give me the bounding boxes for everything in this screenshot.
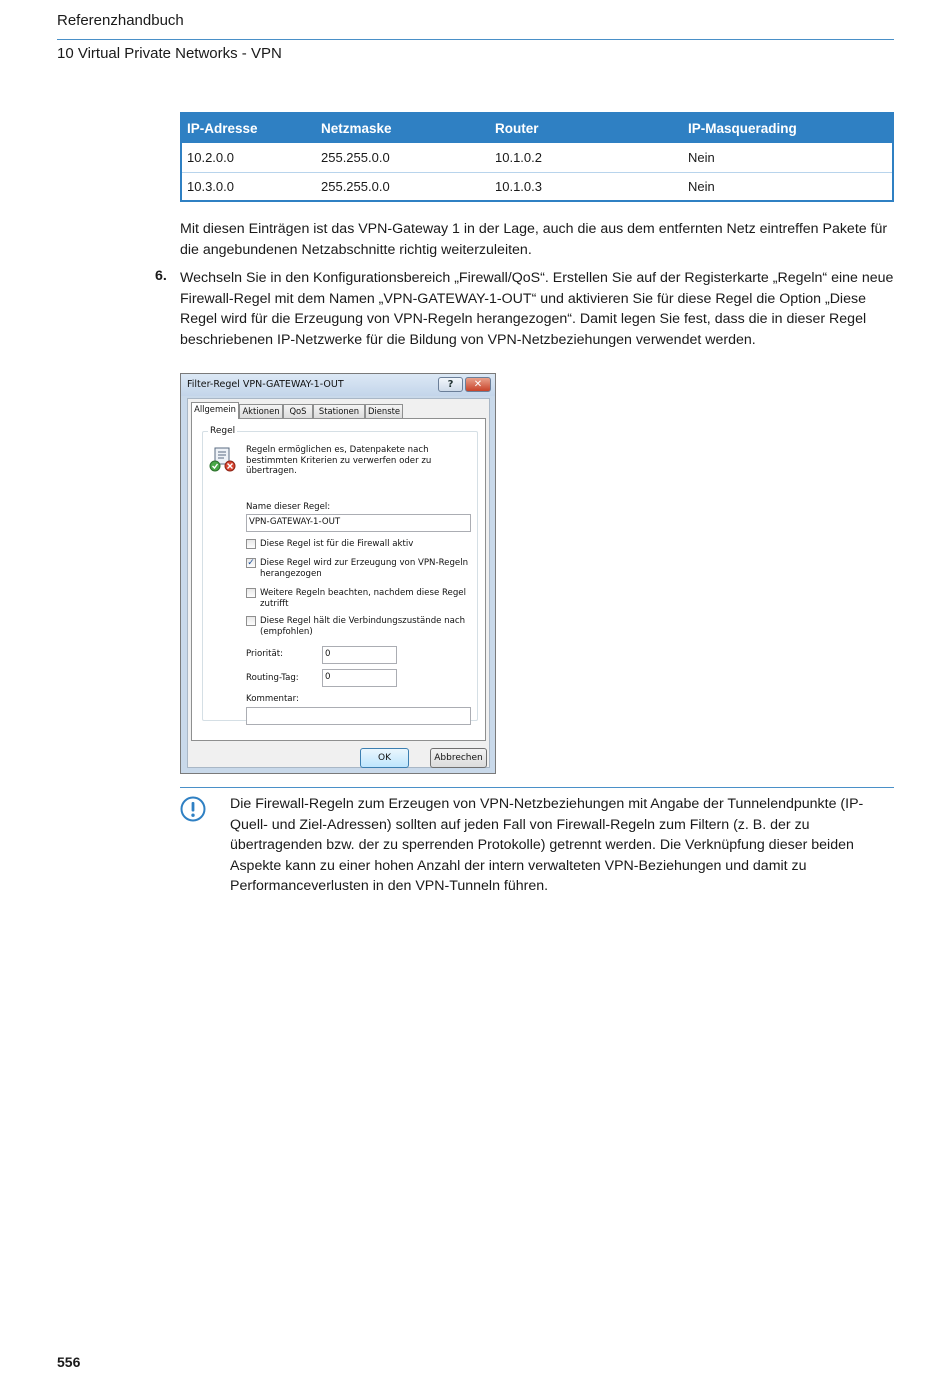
dialog-client-area [187,398,490,768]
checkbox-further-rules[interactable] [246,588,256,598]
step-text: Wechseln Sie in den Konfigurationsbereich „Firewall/QoS“. Erstellen Sie auf der Registerkarte „Regeln“ eine neue Firewall-Regel mit dem Namen „VPN-GATEWAY-1-OUT“ und aktivieren Sie für diese Regel die Option „Diese Regel wird für die Erzeugung von VPN-Regeln herangezogen“. Damit legen Sie fest, dass die in dieser Regel beschriebenen IP-Netzwerke für die Bildung von VPN-Netzbeziehungen verwendet werden. [180,270,894,348]
routing-tag-label: Routing-Tag: [246,673,299,683]
dialog-title: Filter-Regel VPN-GATEWAY-1-OUT [187,379,344,390]
tab-allgemein[interactable]: Allgemein [191,402,239,419]
rule-description: Regeln ermöglichen es, Datenpakete nach bestimmten Kriterien zu verwerfen oder zu übertragen. [246,445,432,476]
help-button[interactable]: ? [438,377,463,392]
table-row [181,172,893,201]
page-number: 556 [57,1354,81,1370]
column-header-router: Router [490,113,683,143]
checkbox-vpn-rules[interactable]: ✓ [247,558,255,568]
tab-panel-allgemein [191,418,486,741]
header-divider [57,39,894,40]
step-number: 6. [155,268,167,284]
filter-rule-dialog [180,373,496,774]
column-header-ip-address: IP-Adresse [181,113,316,143]
groupbox-label: Regel [210,426,236,436]
table-cell: 255.255.0.0 [316,172,490,201]
ok-button[interactable]: OK [360,748,409,768]
priority-field[interactable]: 0 [322,646,397,664]
running-header-chapter: 10 Virtual Private Networks - VPN [57,45,282,62]
table-row [181,143,893,172]
comment-field[interactable] [246,707,471,725]
table-cell: 255.255.0.0 [321,149,390,165]
table-cell: 10.3.0.0 [181,172,316,201]
table-cell: 10.1.0.2 [495,149,542,165]
body-paragraph: Mit diesen Einträgen ist das VPN-Gateway 1 in der Lage, auch die aus dem entfernten Netz eintreffen Pakete für die angebundenen Netzabschnitte richtig weiterzuleiten. [180,221,888,258]
table-cell: 10.1.0.3 [490,172,683,201]
checkbox-label: Diese Regel hält die Verbindungszustände nach (empfohlen) [260,616,466,637]
comment-label: Kommentar: [246,694,299,704]
priority-label: Priorität: [246,649,284,659]
checkbox-firewall-active[interactable] [246,539,256,549]
note-text: Die Firewall-Regeln zum Erzeugen von VPN-Netzbeziehungen mit Angabe der Tunnelendpunkte (IP-Quell- und Ziel-Adressen) sollten auf jeden Fall von Firewall-Regeln zum Filtern (z. B. der zu übertragenden bzw. der zu sperrenden Protokolle) getrennt werden. Die Verknüpfung dieser beiden Aspekte kann zu einer hohen Anzahl der intern verwalteten VPN-Beziehungen und damit zu Performanceverlusten in den VPN-Tunneln führen. [230,796,864,895]
tab-aktionen[interactable]: Aktionen [239,404,283,418]
info-exclamation-icon [180,796,206,822]
checkbox-label: Diese Regel wird zur Erzeugung von VPN-Regeln herangezogen [260,558,469,579]
route-table [180,112,894,202]
checkbox-label: Diese Regel ist für die Firewall aktiv [260,539,414,549]
table-cell: Nein [683,172,893,201]
rule-name-field[interactable]: VPN-GATEWAY-1-OUT [246,514,471,532]
running-header-title: Referenzhandbuch [57,12,184,29]
rule-name-label: Name dieser Regel: [246,502,331,512]
routing-tag-field[interactable]: 0 [322,669,397,687]
tab-stationen[interactable]: Stationen [313,404,365,418]
table-header-row [181,113,893,143]
tab-dienste[interactable]: Dienste [365,404,403,418]
firewall-rule-icon [209,446,237,472]
cancel-button[interactable]: Abbrechen [430,748,487,768]
close-button[interactable]: ✕ [465,377,491,392]
column-header-ip-masquerading: IP-Masquerading [683,113,893,143]
dialog-titlebar [181,374,495,396]
table-cell: 10.2.0.0 [187,149,234,165]
note-divider [180,787,894,788]
tab-qos[interactable]: QoS [283,404,313,418]
column-header-netmask: Netzmaske [316,113,490,143]
checkbox-label: Weitere Regeln beachten, nachdem diese Regel zutrifft [260,588,466,609]
table-cell: Nein [688,149,715,165]
checkbox-connection-state[interactable] [246,616,256,626]
